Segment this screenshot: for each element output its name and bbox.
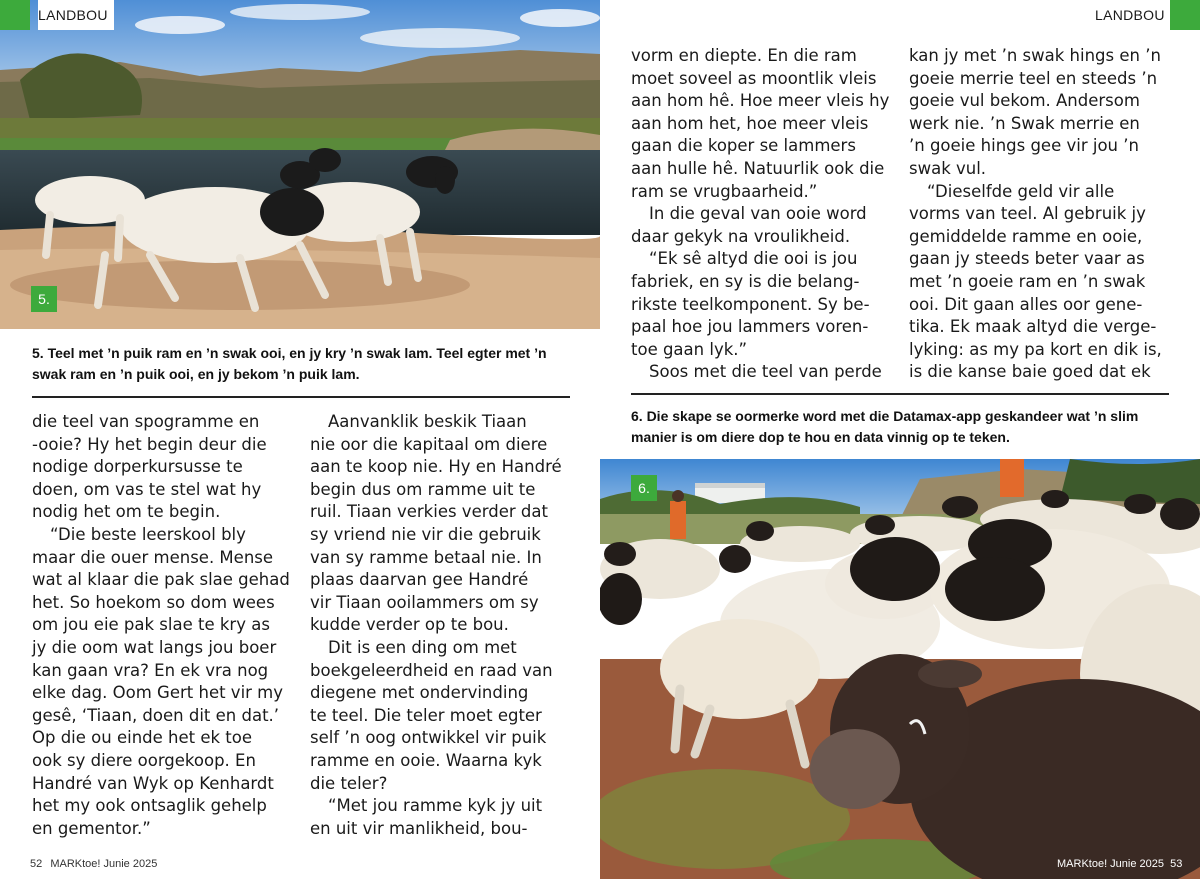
body-line: met ’n goeie ram en ’n swak bbox=[909, 271, 1146, 291]
body-line: goeie merrie teel en steeds ’n bbox=[909, 68, 1158, 88]
body-line: Op die ou einde het ek toe bbox=[32, 728, 253, 748]
body-line: boekgeleerdheid en raad van bbox=[310, 660, 553, 680]
caption-divider bbox=[32, 396, 570, 398]
body-line: lyking: as my pa kort en dik is, bbox=[909, 339, 1162, 359]
section-color-block bbox=[0, 0, 30, 30]
body-line: self ’n oog ontwikkel vir puik bbox=[310, 728, 547, 748]
body-line: “Ek sê altyd die ooi is jou bbox=[649, 249, 858, 269]
photo-number-badge: 5. bbox=[31, 286, 57, 312]
body-line: kudde verder op te bou. bbox=[310, 615, 509, 635]
body-line: vorm en diepte. En die ram bbox=[631, 46, 857, 65]
body-line: kan jy met ’n swak hings en ’n bbox=[909, 46, 1161, 65]
caption-line: 5. Teel met ’n puik ram en ’n swak ooi, en jy kry ’n swak lam. Teel egter met ’n bbox=[32, 345, 547, 361]
body-line: goeie vul bekom. Andersom bbox=[909, 91, 1140, 111]
photo-sheep-flock bbox=[600, 459, 1200, 879]
body-line: tika. Ek maak altyd die verge- bbox=[909, 317, 1157, 337]
body-line: Dit is een ding om met bbox=[328, 637, 517, 657]
body-line: aan te koop nie. Hy en Handré bbox=[310, 457, 562, 477]
body-line: ram se vrugbaarheid.” bbox=[631, 181, 818, 201]
publication-name: MARKtoe! Junie 2025 bbox=[50, 858, 158, 870]
body-line: ’n goeie hings gee vir jou ’n bbox=[909, 136, 1139, 156]
body-line: Handré van Wyk op Kenhardt bbox=[32, 773, 274, 793]
body-line: fabriek, en sy is die belang- bbox=[631, 271, 860, 291]
body-line: “Met jou ramme kyk jy uit bbox=[328, 796, 543, 816]
body-line: wat al klaar die pak slae gehad bbox=[32, 570, 290, 590]
body-line: toe gaan lyk.” bbox=[631, 339, 748, 359]
body-line: gaan die koper se lammers bbox=[631, 136, 856, 156]
body-line: die teler? bbox=[310, 773, 388, 793]
body-line: nie oor die kapitaal om diere bbox=[310, 434, 548, 454]
body-line: Aanvanklik beskik Tiaan bbox=[328, 412, 527, 431]
body-line: te teel. Die teler moet egter bbox=[310, 705, 542, 725]
body-line: vorms van teel. Al gebruik jy bbox=[909, 204, 1146, 224]
right-page bbox=[600, 0, 1200, 879]
body-line: In die geval van ooie word bbox=[649, 204, 867, 224]
body-line: -ooie? Hy het begin deur die bbox=[32, 434, 267, 454]
caption-line: 6. Die skape se oormerke word met die Datamax-app geskandeer wat ’n slim bbox=[631, 408, 1139, 424]
body-line: aan hom het, hoe meer vleis bbox=[631, 113, 869, 133]
body-line: Soos met die teel van perde bbox=[649, 362, 882, 382]
body-line: sy vriend nie vir die gebruik bbox=[310, 524, 541, 544]
body-line: jy die oom wat langs jou boer bbox=[32, 637, 277, 657]
body-line: swak vul. bbox=[909, 158, 987, 178]
page-number: 52 bbox=[30, 858, 43, 870]
photo-caption bbox=[32, 343, 572, 385]
body-line: ramme en ooie. Waarna kyk bbox=[310, 750, 542, 770]
body-line: werk nie. ’n Swak merrie en bbox=[909, 113, 1140, 133]
body-line: het my ook ontsaglik gehelp bbox=[32, 796, 267, 816]
body-line: begin dus om ramme uit te bbox=[310, 479, 536, 499]
text-column-1 bbox=[631, 45, 901, 384]
body-line: aan hom hê. Hoe meer vleis hy bbox=[631, 91, 890, 111]
publication-name: MARKtoe! Junie 2025 bbox=[1057, 858, 1165, 870]
section-tag: LANDBOU bbox=[1095, 7, 1165, 23]
body-line: om jou eie pak slae te kry as bbox=[32, 615, 270, 635]
body-line: ruil. Tiaan verkies verder dat bbox=[310, 502, 548, 522]
caption-line: manier is om diere dop te hou en data vinnig op te teken. bbox=[631, 429, 1010, 445]
body-line: het. So hoekom so dom wees bbox=[32, 592, 275, 612]
body-line: en gementor.” bbox=[32, 818, 151, 838]
body-line: doen, om vas te stel wat hy bbox=[32, 479, 262, 499]
page-number: 53 bbox=[1170, 858, 1183, 870]
body-line: gaan jy steeds beter vaar as bbox=[909, 249, 1145, 269]
body-line: ooi. Dit gaan alles oor gene- bbox=[909, 294, 1143, 314]
text-column-2 bbox=[310, 411, 572, 840]
text-column-1 bbox=[32, 411, 294, 840]
body-line: maar die ouer mense. Mense bbox=[32, 547, 274, 567]
body-line: moet soveel as moontlik vleis bbox=[631, 68, 877, 88]
body-line: diegene met ondervinding bbox=[310, 683, 529, 703]
body-line: die teel van spogramme en bbox=[32, 412, 260, 431]
text-column-2 bbox=[909, 45, 1179, 384]
body-line: “Dieselfde geld vir alle bbox=[927, 181, 1115, 201]
caption-divider bbox=[631, 393, 1169, 395]
body-line: gemiddelde ramme en ooie, bbox=[909, 226, 1143, 246]
body-line: ook sy diere oorgekoop. En bbox=[32, 750, 256, 770]
body-line: nodige dorperkursusse te bbox=[32, 457, 243, 477]
body-line: rikste teelkomponent. Sy be- bbox=[631, 294, 870, 314]
body-line: is die kanse baie goed dat ek bbox=[909, 362, 1151, 382]
body-line: gesê, ‘Tiaan, doen dit en dat.’ bbox=[32, 705, 280, 725]
body-line: kan gaan vra? En ek vra nog bbox=[32, 660, 269, 680]
body-line: plaas daarvan gee Handré bbox=[310, 570, 529, 590]
page-footer bbox=[30, 857, 157, 871]
photo-number-badge: 6. bbox=[631, 475, 657, 501]
body-line: nodig het om te begin. bbox=[32, 502, 221, 522]
body-line: elke dag. Oom Gert het vir my bbox=[32, 683, 284, 703]
body-line: paal hoe jou lammers voren- bbox=[631, 317, 869, 337]
section-tag: LANDBOU bbox=[38, 0, 114, 30]
body-line: daar gekyk na vroulikheid. bbox=[631, 226, 851, 246]
body-line: van sy ramme betaal nie. In bbox=[310, 547, 542, 567]
body-line: vir Tiaan ooilammers om sy bbox=[310, 592, 539, 612]
body-line: “Die beste leerskool bly bbox=[50, 524, 246, 544]
caption-line: swak ram en ’n puik ooi, en jy bekom ’n puik lam. bbox=[32, 366, 360, 382]
photo-caption bbox=[631, 406, 1176, 448]
section-color-block bbox=[1170, 0, 1200, 30]
body-line: en uit vir manlikheid, bou- bbox=[310, 818, 528, 838]
photo-sheep-at-dam bbox=[0, 0, 600, 329]
body-line: aan hulle hê. Natuurlik ook die bbox=[631, 158, 885, 178]
page-footer bbox=[1057, 857, 1182, 871]
